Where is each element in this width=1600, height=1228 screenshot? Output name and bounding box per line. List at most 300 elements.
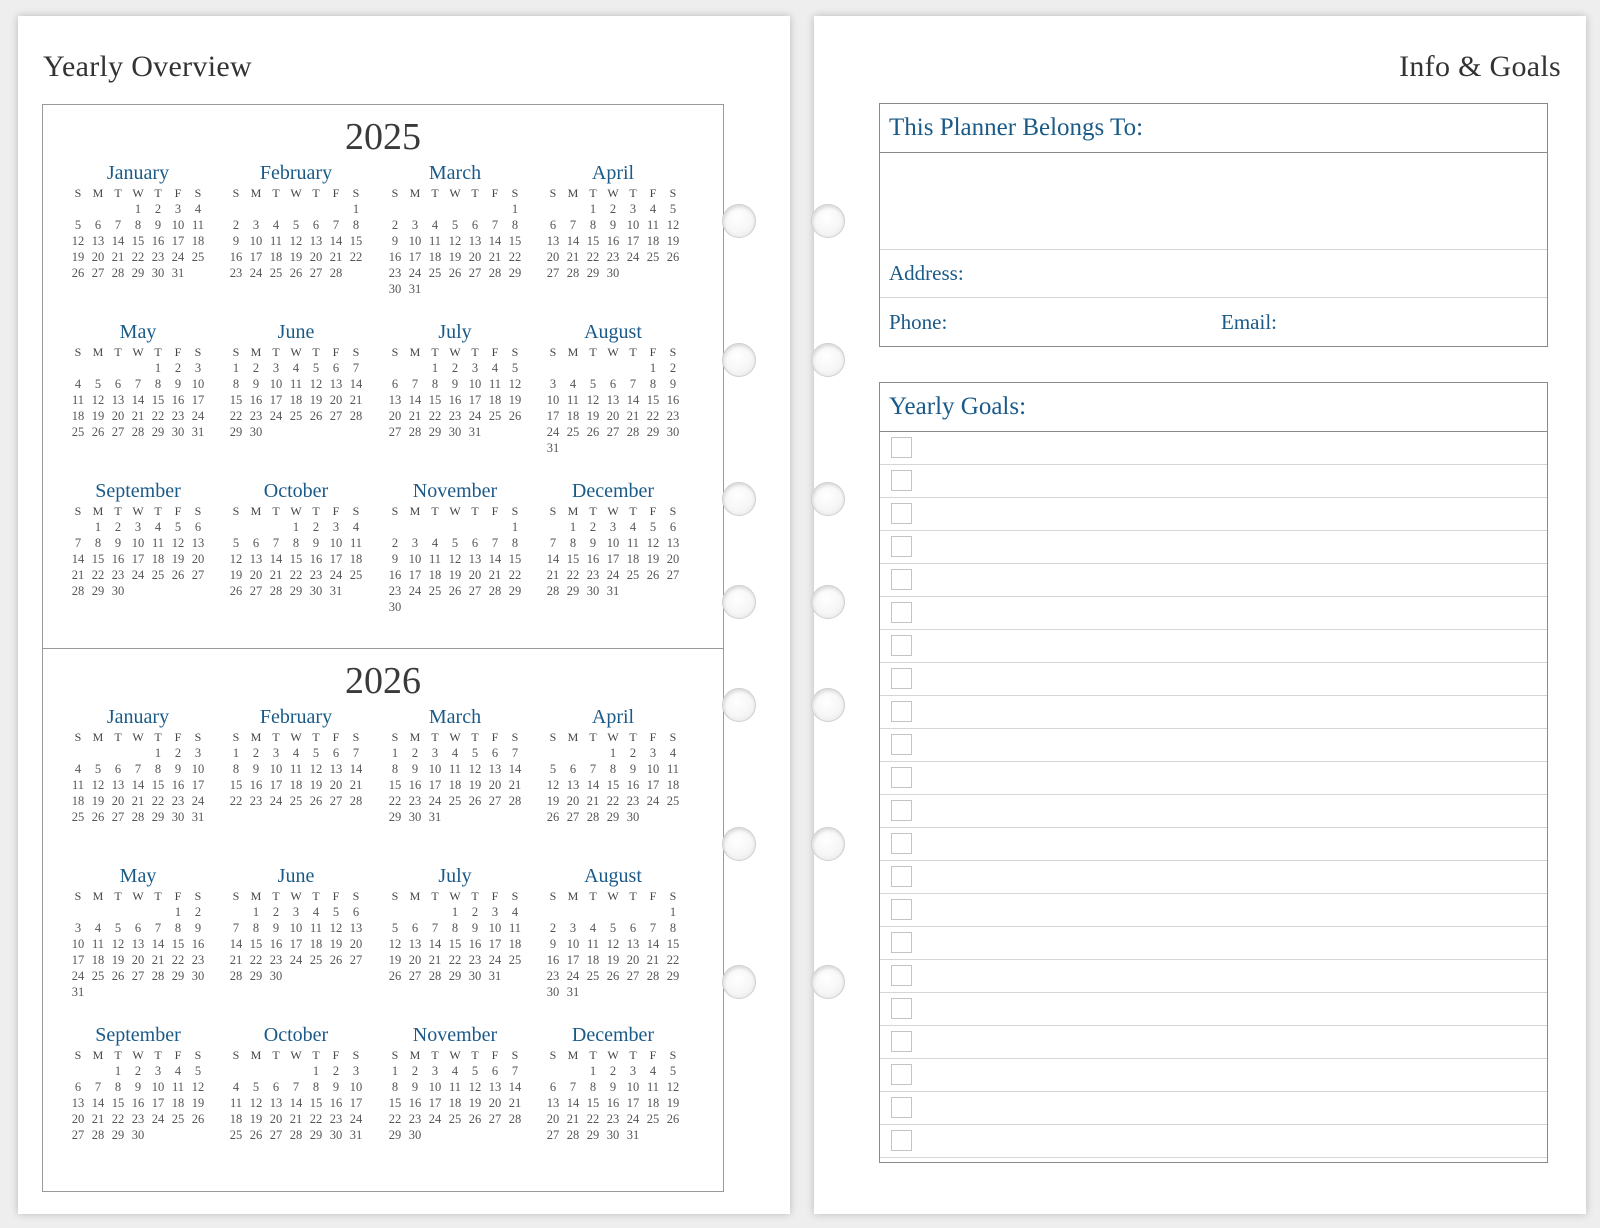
day-number: 22 xyxy=(151,794,165,808)
day-number: 22 xyxy=(249,953,263,967)
day-number: 3 xyxy=(134,520,142,534)
day-number: 10 xyxy=(71,937,85,951)
goal-checkbox[interactable] xyxy=(891,800,912,821)
day-number: 15 xyxy=(289,552,303,566)
month-name: July xyxy=(438,865,472,887)
day-number: 24 xyxy=(151,1112,165,1126)
day-number: 15 xyxy=(508,552,522,566)
weekday-header: M xyxy=(92,1048,104,1062)
day-number: 28 xyxy=(289,1128,303,1142)
day-number: 30 xyxy=(546,985,560,999)
day-number: 6 xyxy=(471,218,479,232)
weekday-header: S xyxy=(549,730,557,744)
day-number: 19 xyxy=(448,568,462,582)
day-number: 6 xyxy=(549,218,557,232)
day-number: 2 xyxy=(252,746,260,760)
goal-row[interactable] xyxy=(880,564,1547,597)
day-number: 2 xyxy=(589,520,597,534)
day-number: 14 xyxy=(131,778,145,792)
goal-checkbox[interactable] xyxy=(891,701,912,722)
day-number: 25 xyxy=(428,266,442,280)
day-number: 9 xyxy=(194,921,202,935)
day-grid xyxy=(221,503,371,599)
day-number: 10 xyxy=(171,218,185,232)
weekday-header: S xyxy=(669,345,677,359)
goal-row[interactable] xyxy=(880,960,1547,993)
day-number: 19 xyxy=(468,1096,482,1110)
day-number: 3 xyxy=(411,218,419,232)
day-number: 7 xyxy=(511,746,519,760)
day-number: 16 xyxy=(229,250,243,264)
weekday-header: S xyxy=(549,504,557,518)
empty-cell xyxy=(563,1063,583,1079)
day-number: 21 xyxy=(428,953,442,967)
month-february xyxy=(221,161,371,281)
day-number: 12 xyxy=(546,778,560,792)
weekday-header: F xyxy=(491,889,499,903)
day-number: 18 xyxy=(71,409,85,423)
weekday-header: S xyxy=(74,504,82,518)
day-grid xyxy=(538,344,688,456)
day-number: 3 xyxy=(272,361,280,375)
day-number: 9 xyxy=(252,377,260,391)
day-number: 27 xyxy=(111,810,125,824)
month-october xyxy=(221,479,371,599)
weekday-header: T xyxy=(114,186,122,200)
goal-checkbox[interactable] xyxy=(891,503,912,524)
goal-checkbox[interactable] xyxy=(891,536,912,557)
month-june xyxy=(221,320,371,440)
day-number: 9 xyxy=(629,762,637,776)
day-number: 26 xyxy=(289,266,303,280)
empty-cell xyxy=(108,201,128,217)
day-number: 12 xyxy=(329,921,343,935)
day-number: 22 xyxy=(131,250,145,264)
day-number: 10 xyxy=(151,1080,165,1094)
binder-hole xyxy=(811,827,845,861)
day-number: 24 xyxy=(249,266,263,280)
day-number: 17 xyxy=(428,1096,442,1110)
day-number: 13 xyxy=(249,552,263,566)
day-number: 21 xyxy=(91,1112,105,1126)
day-number: 25 xyxy=(229,1128,243,1142)
day-number: 9 xyxy=(391,234,399,248)
weekday-header: T xyxy=(312,730,320,744)
weekday-header: T xyxy=(154,730,162,744)
day-number: 27 xyxy=(606,425,620,439)
divider xyxy=(880,297,1547,298)
month-name: October xyxy=(263,480,329,502)
day-number: 14 xyxy=(349,377,363,391)
empty-cell xyxy=(68,1063,88,1079)
day-grid xyxy=(380,729,530,825)
day-number: 12 xyxy=(586,393,600,407)
day-number: 17 xyxy=(626,1096,640,1110)
day-number: 10 xyxy=(488,921,502,935)
day-number: 22 xyxy=(606,794,620,808)
month-february xyxy=(221,705,371,809)
weekday-header: W xyxy=(607,345,619,359)
weekday-header: F xyxy=(491,730,499,744)
empty-cell xyxy=(226,201,246,217)
weekday-header: S xyxy=(74,730,82,744)
day-number: 15 xyxy=(349,234,363,248)
day-number: 13 xyxy=(309,234,323,248)
day-number: 31 xyxy=(468,425,482,439)
day-number: 15 xyxy=(606,778,620,792)
goal-checkbox[interactable] xyxy=(891,833,912,854)
day-number: 21 xyxy=(131,794,145,808)
day-number: 2 xyxy=(411,746,419,760)
day-number: 23 xyxy=(111,568,125,582)
day-number: 24 xyxy=(171,250,185,264)
day-number: 15 xyxy=(111,1096,125,1110)
day-grid xyxy=(221,888,371,984)
weekday-header: S xyxy=(194,345,202,359)
day-number: 9 xyxy=(154,218,162,232)
day-number: 3 xyxy=(649,746,657,760)
day-number: 27 xyxy=(71,1128,85,1142)
day-number: 24 xyxy=(269,409,283,423)
day-grid xyxy=(538,185,688,281)
day-number: 6 xyxy=(114,377,122,391)
weekday-header: F xyxy=(174,186,182,200)
day-number: 12 xyxy=(666,1080,680,1094)
goal-checkbox[interactable] xyxy=(891,899,912,920)
day-number: 4 xyxy=(292,361,300,375)
weekday-header: T xyxy=(431,730,439,744)
goal-row[interactable] xyxy=(880,861,1547,894)
weekday-header: T xyxy=(589,730,597,744)
day-number: 10 xyxy=(646,762,660,776)
empty-cell xyxy=(68,519,88,535)
day-number: 25 xyxy=(269,266,283,280)
weekday-header: S xyxy=(511,186,519,200)
day-number: 6 xyxy=(411,921,419,935)
goal-row[interactable] xyxy=(880,1026,1547,1059)
day-number: 16 xyxy=(249,393,263,407)
month-january xyxy=(63,161,213,281)
goal-checkbox[interactable] xyxy=(891,602,912,623)
day-number: 16 xyxy=(546,953,560,967)
goal-row[interactable] xyxy=(880,630,1547,663)
day-number: 26 xyxy=(171,568,185,582)
day-number: 8 xyxy=(252,921,260,935)
day-number: 7 xyxy=(569,1080,577,1094)
goal-checkbox[interactable] xyxy=(891,767,912,788)
empty-cell xyxy=(543,360,563,376)
goal-row[interactable] xyxy=(880,1059,1547,1092)
day-number: 28 xyxy=(626,425,640,439)
day-number: 11 xyxy=(269,234,283,248)
day-number: 11 xyxy=(289,762,303,776)
year-title: 2026 xyxy=(345,660,421,702)
day-number: 1 xyxy=(94,520,102,534)
day-number: 1 xyxy=(154,746,162,760)
goal-row[interactable] xyxy=(880,927,1547,960)
day-number: 7 xyxy=(352,361,360,375)
day-number: 4 xyxy=(94,921,102,935)
day-number: 10 xyxy=(546,393,560,407)
month-march xyxy=(380,161,530,297)
day-number: 27 xyxy=(329,409,343,423)
day-number: 25 xyxy=(586,969,600,983)
weekday-header: W xyxy=(132,504,144,518)
day-number: 27 xyxy=(546,266,560,280)
day-number: 20 xyxy=(488,778,502,792)
goal-checkbox[interactable] xyxy=(891,734,912,755)
goal-checkbox[interactable] xyxy=(891,668,912,689)
day-number: 13 xyxy=(329,377,343,391)
day-number: 28 xyxy=(508,1112,522,1126)
weekday-header: T xyxy=(154,889,162,903)
day-number: 23 xyxy=(606,250,620,264)
day-number: 21 xyxy=(349,778,363,792)
day-number: 16 xyxy=(606,1096,620,1110)
day-number: 10 xyxy=(428,762,442,776)
day-number: 12 xyxy=(249,1096,263,1110)
day-number: 26 xyxy=(91,810,105,824)
day-number: 18 xyxy=(646,1096,660,1110)
goal-checkbox[interactable] xyxy=(891,1130,912,1151)
weekday-header: W xyxy=(607,730,619,744)
day-number: 7 xyxy=(134,377,142,391)
goal-row[interactable] xyxy=(880,993,1547,1026)
goal-checkbox[interactable] xyxy=(891,470,912,491)
day-number: 21 xyxy=(566,1112,580,1126)
weekday-header: W xyxy=(449,889,461,903)
weekday-header: T xyxy=(629,730,637,744)
month-name: January xyxy=(106,162,170,184)
day-number: 2 xyxy=(629,746,637,760)
day-number: 22 xyxy=(428,409,442,423)
month-name: November xyxy=(412,480,498,502)
goal-row[interactable] xyxy=(880,795,1547,828)
day-number: 18 xyxy=(229,1112,243,1126)
day-number: 4 xyxy=(74,377,82,391)
day-number: 30 xyxy=(171,425,185,439)
month-april xyxy=(538,161,688,281)
day-number: 17 xyxy=(151,1096,165,1110)
day-number: 9 xyxy=(272,921,280,935)
day-number: 20 xyxy=(91,250,105,264)
day-number: 31 xyxy=(349,1128,363,1142)
day-number: 14 xyxy=(329,234,343,248)
goal-row[interactable] xyxy=(880,762,1547,795)
empty-cell xyxy=(583,904,603,920)
day-number: 29 xyxy=(151,425,165,439)
weekday-header: S xyxy=(391,1048,399,1062)
day-number: 15 xyxy=(508,234,522,248)
month-january xyxy=(63,705,213,825)
day-number: 24 xyxy=(468,409,482,423)
goal-row[interactable] xyxy=(880,498,1547,531)
day-number: 27 xyxy=(131,969,145,983)
page-title: Info & Goals xyxy=(1399,50,1561,83)
weekday-header: F xyxy=(491,186,499,200)
empty-cell xyxy=(226,1063,246,1079)
empty-cell xyxy=(425,201,445,217)
day-number: 11 xyxy=(428,234,442,248)
weekday-header: T xyxy=(629,345,637,359)
day-number: 23 xyxy=(229,266,243,280)
day-number: 11 xyxy=(171,1080,185,1094)
weekday-header: T xyxy=(312,345,320,359)
goal-checkbox[interactable] xyxy=(891,1031,912,1052)
day-number: 3 xyxy=(471,361,479,375)
day-number: 29 xyxy=(508,266,522,280)
weekday-header: T xyxy=(272,1048,280,1062)
day-number: 28 xyxy=(349,409,363,423)
day-number: 19 xyxy=(249,1112,263,1126)
goal-row[interactable] xyxy=(880,729,1547,762)
goal-row[interactable] xyxy=(880,432,1547,465)
day-number: 15 xyxy=(566,552,580,566)
day-number: 14 xyxy=(508,1080,522,1094)
day-number: 30 xyxy=(309,584,323,598)
day-number: 26 xyxy=(91,425,105,439)
day-number: 21 xyxy=(546,568,560,582)
day-number: 27 xyxy=(468,266,482,280)
day-number: 3 xyxy=(292,905,300,919)
day-number: 18 xyxy=(646,234,660,248)
year-block-2026 xyxy=(43,648,723,1191)
day-grid xyxy=(63,888,213,1000)
day-number: 19 xyxy=(171,552,185,566)
weekday-header: F xyxy=(174,1048,182,1062)
day-number: 17 xyxy=(329,552,343,566)
day-number: 8 xyxy=(511,218,519,232)
day-number: 22 xyxy=(309,1112,323,1126)
month-april xyxy=(538,705,688,825)
goal-checkbox[interactable] xyxy=(891,932,912,953)
day-number: 2 xyxy=(471,905,479,919)
day-number: 6 xyxy=(471,536,479,550)
day-number: 22 xyxy=(388,1112,402,1126)
day-number: 23 xyxy=(171,409,185,423)
goal-row[interactable] xyxy=(880,828,1547,861)
day-number: 2 xyxy=(154,202,162,216)
day-number: 30 xyxy=(151,266,165,280)
day-number: 19 xyxy=(91,794,105,808)
weekday-header: T xyxy=(114,345,122,359)
day-number: 29 xyxy=(586,1128,600,1142)
day-number: 21 xyxy=(329,250,343,264)
day-number: 17 xyxy=(191,778,205,792)
empty-cell xyxy=(425,904,445,920)
day-number: 17 xyxy=(566,953,580,967)
goal-checkbox[interactable] xyxy=(891,569,912,590)
day-number: 4 xyxy=(451,1064,459,1078)
goal-row[interactable] xyxy=(880,894,1547,927)
goal-checkbox[interactable] xyxy=(891,866,912,887)
month-name: May xyxy=(119,865,157,887)
day-number: 27 xyxy=(468,584,482,598)
goal-checkbox[interactable] xyxy=(891,998,912,1019)
day-number: 27 xyxy=(488,794,502,808)
weekday-header: M xyxy=(567,186,579,200)
day-number: 9 xyxy=(174,762,182,776)
goal-checkbox[interactable] xyxy=(891,635,912,656)
weekday-header: M xyxy=(567,345,579,359)
day-number: 9 xyxy=(312,536,320,550)
day-number: 1 xyxy=(569,520,577,534)
day-number: 13 xyxy=(546,1096,560,1110)
goal-row[interactable] xyxy=(880,663,1547,696)
day-number: 19 xyxy=(468,778,482,792)
day-number: 25 xyxy=(488,409,502,423)
day-number: 25 xyxy=(289,409,303,423)
day-number: 1 xyxy=(134,202,142,216)
day-number: 12 xyxy=(468,1080,482,1094)
goal-row[interactable] xyxy=(880,465,1547,498)
day-number: 27 xyxy=(269,1128,283,1142)
goal-row[interactable] xyxy=(880,1092,1547,1125)
day-number: 9 xyxy=(471,921,479,935)
day-number: 30 xyxy=(586,584,600,598)
goal-checkbox[interactable] xyxy=(891,1097,912,1118)
day-number: 15 xyxy=(586,1096,600,1110)
weekday-header: S xyxy=(391,186,399,200)
day-number: 12 xyxy=(448,552,462,566)
goal-row[interactable] xyxy=(880,597,1547,630)
empty-cell xyxy=(226,904,246,920)
day-number: 17 xyxy=(468,393,482,407)
day-number: 27 xyxy=(249,584,263,598)
weekday-header: F xyxy=(649,1048,657,1062)
weekday-header: T xyxy=(312,1048,320,1062)
day-number: 11 xyxy=(191,218,205,232)
day-number: 10 xyxy=(131,536,145,550)
day-number: 3 xyxy=(569,921,577,935)
weekday-header: W xyxy=(290,345,302,359)
weekday-header: S xyxy=(669,730,677,744)
day-number: 17 xyxy=(191,393,205,407)
day-number: 2 xyxy=(174,746,182,760)
day-number: 15 xyxy=(448,937,462,951)
goal-checkbox[interactable] xyxy=(891,437,912,458)
day-number: 13 xyxy=(546,234,560,248)
day-number: 1 xyxy=(589,202,597,216)
day-number: 30 xyxy=(606,1128,620,1142)
weekday-header: F xyxy=(649,345,657,359)
month-name: February xyxy=(259,162,333,184)
day-number: 25 xyxy=(71,425,85,439)
day-number: 4 xyxy=(669,746,677,760)
day-number: 6 xyxy=(491,746,499,760)
binder-hole xyxy=(722,827,756,861)
goal-checkbox[interactable] xyxy=(891,1064,912,1085)
day-number: 2 xyxy=(411,1064,419,1078)
month-name: April xyxy=(591,162,635,184)
goal-row[interactable] xyxy=(880,696,1547,729)
goal-row[interactable] xyxy=(880,1125,1547,1158)
day-number: 1 xyxy=(511,202,519,216)
month-december xyxy=(538,479,688,599)
weekday-header: S xyxy=(194,186,202,200)
day-number: 28 xyxy=(349,794,363,808)
day-grid xyxy=(538,1047,688,1143)
weekday-header: W xyxy=(449,186,461,200)
day-number: 17 xyxy=(606,552,620,566)
day-number: 4 xyxy=(569,377,577,391)
day-number: 20 xyxy=(408,953,422,967)
goal-checkbox[interactable] xyxy=(891,965,912,986)
empty-cell xyxy=(108,360,128,376)
day-number: 26 xyxy=(229,584,243,598)
goal-row[interactable] xyxy=(880,531,1547,564)
day-number: 29 xyxy=(289,584,303,598)
